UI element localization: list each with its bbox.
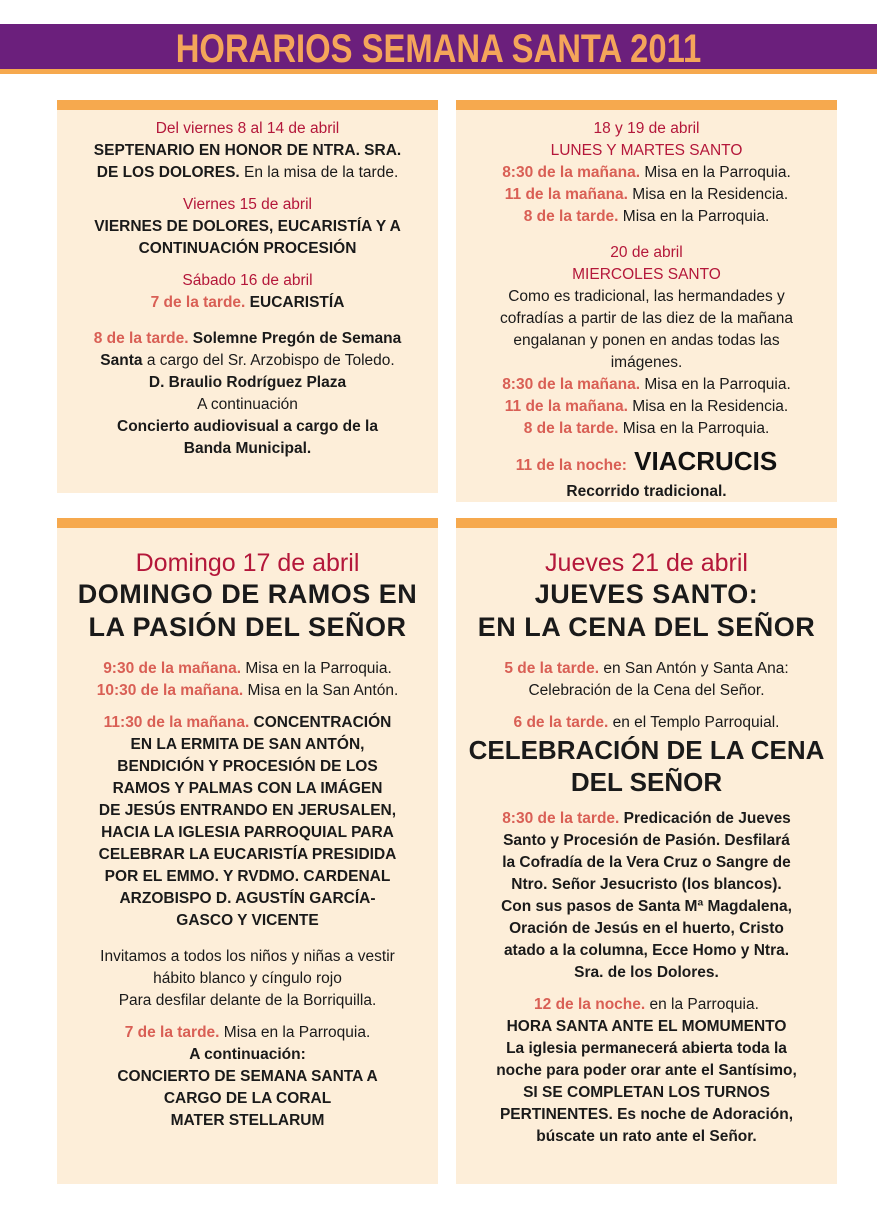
section-subtitle: DEL SEÑOR (570, 767, 723, 797)
event-text: 8 de la tarde. Misa en la Parroquia. (523, 420, 770, 437)
event-text: noche para poder orar ante el Santísimo, (496, 1062, 797, 1079)
section-title: EN LA CENA DEL SEÑOR (477, 612, 816, 642)
event-text: engalanan y ponen en andas todas las (513, 332, 780, 349)
event-text: D. Braulio Rodríguez Plaza (148, 374, 347, 391)
event-text: Como es tradicional, las hermandades y (508, 288, 785, 305)
event-text: 5 de la tarde. en San Antón y Santa Ana: (504, 660, 789, 677)
event-text: HACIA LA IGLESIA PARROQUIAL PARA (101, 824, 394, 841)
event-text: POR EL EMMO. Y RVDMO. CARDENAL (104, 868, 391, 885)
event-text: 7 de la tarde. Misa en la Parroquia. (124, 1024, 371, 1041)
event-text: Ntro. Señor Jesucristo (los blancos). (511, 876, 782, 893)
event-text: imágenes. (610, 354, 683, 371)
schedule-box-early-april (57, 100, 438, 493)
section-subtitle: CELEBRACIÓN DE LA CENA (468, 735, 825, 765)
event-text: CARGO DE LA CORAL (163, 1090, 332, 1107)
date-heading: Sábado 16 de abril (182, 272, 313, 289)
event-text: HORA SANTA ANTE EL MOMUMENTO (506, 1018, 787, 1035)
section-title: DOMINGO DE RAMOS EN (77, 579, 418, 609)
event-text: ARZOBISPO D. AGUSTÍN GARCÍA- (119, 890, 376, 907)
event-text: SEPTENARIO EN HONOR DE NTRA. SRA. (93, 142, 402, 159)
event-text: atado a la columna, Ecce Homo y Ntra. (503, 942, 790, 959)
event-text: RAMOS Y PALMAS CON LA IMÁGEN (112, 780, 383, 797)
page-title: HORARIOS SEMANA SANTA 2011 (175, 27, 702, 71)
event-text: A continuación (197, 396, 298, 413)
event-text: Con sus pasos de Santa Mª Magdalena, (501, 898, 792, 915)
event-text: PERTINENTES. Es noche de Adoración, (499, 1106, 794, 1123)
event-text: hábito blanco y cíngulo rojo (153, 970, 342, 987)
event-text: Recorrido tradicional. (566, 483, 727, 500)
event-text: SI SE COMPLETAN LOS TURNOS (523, 1084, 770, 1101)
event-text: búscate un rato ante el Señor. (536, 1128, 757, 1145)
event-text: 11 de la mañana. Misa en la Residencia. (504, 398, 789, 415)
event-text: Oración de Jesús en el huerto, Cristo (509, 920, 784, 937)
event-text: DE JESÚS ENTRANDO EN JERUSALEN, (98, 802, 397, 819)
event-text: 8:30 de la tarde. Predicación de Jueves (502, 810, 791, 827)
date-heading: Viernes 15 de abril (183, 196, 312, 213)
event-text: 9:30 de la mañana. Misa en la Parroquia. (103, 660, 392, 677)
date-heading: 20 de abril (610, 244, 683, 261)
date-heading: Domingo 17 de abril (135, 549, 360, 577)
event-text: CELEBRAR LA EUCARISTÍA PRESIDIDA (98, 846, 397, 863)
date-heading: 18 y 19 de abril (593, 120, 700, 137)
event-text: La iglesia permanecerá abierta toda la (506, 1040, 787, 1057)
event-text: 10:30 de la mañana. Misa en la San Antón. (96, 682, 399, 699)
event-text: Concierto audiovisual a cargo de la (117, 418, 378, 435)
event-text: 11 de la noche: VIACRUCIS (515, 446, 778, 476)
event-text: 8:30 de la mañana. Misa en la Parroquia. (502, 376, 791, 393)
event-text: Banda Municipal. (183, 440, 312, 457)
event-text: cofradías a partir de las diez de la mañana (500, 310, 793, 327)
date-heading: Jueves 21 de abril (545, 549, 748, 577)
event-text: CONTINUACIÓN PROCESIÓN (138, 240, 357, 257)
event-text: 6 de la tarde. en el Templo Parroquial. (513, 714, 780, 731)
event-text: 8 de la tarde. Misa en la Parroquia. (523, 208, 770, 225)
event-text: 11:30 de la mañana. CONCENTRACIÓN (103, 714, 392, 731)
event-text: A continuación: (189, 1046, 306, 1063)
event-text: VIERNES DE DOLORES, EUCARISTÍA Y A (94, 218, 401, 235)
event-text: Celebración de la Cena del Señor. (528, 682, 765, 699)
schedule-box-jueves (456, 518, 837, 1184)
schedule-box-domingo (57, 518, 438, 1184)
event-text: 7 de la tarde. EUCARISTÍA (150, 294, 345, 311)
event-text: la Cofradía de la Vera Cruz o Sangre de (502, 854, 791, 871)
header-banner (0, 24, 877, 74)
event-text: EN LA ERMITA DE SAN ANTÓN, (130, 736, 365, 753)
date-heading: Del viernes 8 al 14 de abril (155, 120, 340, 137)
event-text: Santo y Procesión de Pasión. Desfilará (503, 832, 790, 849)
event-text: Invitamos a todos los niños y niñas a vestir (100, 948, 395, 965)
event-text: 8:30 de la mañana. Misa en la Parroquia. (502, 164, 791, 181)
event-text: MATER STELLARUM (170, 1112, 325, 1129)
section-title: JUEVES SANTO: (534, 579, 759, 609)
event-text: GASCO Y VICENTE (176, 912, 319, 929)
event-text: Sra. de los Dolores. (574, 964, 719, 981)
day-heading: LUNES Y MARTES SANTO (550, 142, 743, 159)
event-text: DE LOS DOLORES. En la misa de la tarde. (96, 164, 399, 181)
event-text: 8 de la tarde. Solemne Pregón de Semana (93, 330, 402, 347)
schedule-box-lunes-miercoles (456, 100, 837, 502)
event-text: CONCIERTO DE SEMANA SANTA A (117, 1068, 378, 1085)
day-heading: MIERCOLES SANTO (572, 266, 721, 283)
event-text: Santa a cargo del Sr. Arzobispo de Toledo. (100, 352, 395, 369)
event-text: Para desfilar delante de la Borriquilla. (118, 992, 377, 1009)
section-title: LA PASIÓN DEL SEÑOR (88, 612, 407, 642)
event-text: 11 de la mañana. Misa en la Residencia. (504, 186, 789, 203)
event-text: 12 de la noche. en la Parroquia. (534, 996, 759, 1013)
event-text: BENDICIÓN Y PROCESIÓN DE LOS (117, 758, 378, 775)
